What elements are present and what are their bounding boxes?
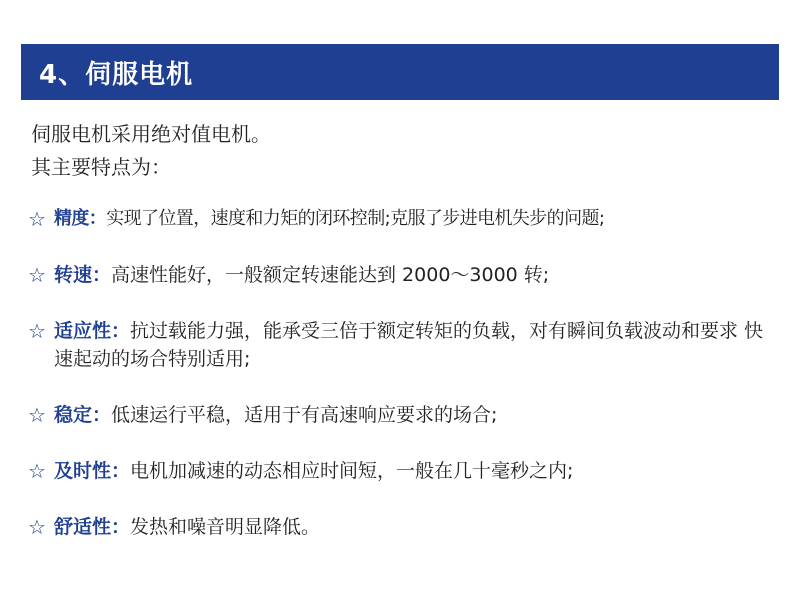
- feature-label: 及时性：: [54, 460, 131, 482]
- feature-label: 舒适性：: [54, 516, 131, 538]
- feature-description: 低速运行平稳，适用于有高速响应要求的场合;: [111, 404, 498, 426]
- intro-line-1: 伺服电机采用绝对值电机。: [31, 122, 271, 146]
- section-title: 4、伺服电机: [39, 59, 194, 90]
- feature-description: 抗过载能力强，能承受三倍于额定转矩的负载，对有瞬间负载波动和要求 快速起动的场合特别适用;: [54, 320, 764, 370]
- feature-label: 适应性：: [54, 320, 131, 342]
- feature-item-comfort: [28, 513, 778, 541]
- feature-description: 发热和噪音明显降低。: [130, 516, 321, 538]
- star-icon: ☆: [28, 207, 46, 231]
- feature-text: [54, 205, 778, 233]
- feature-text: [54, 457, 778, 485]
- feature-item-stability: [28, 401, 778, 429]
- feature-label: 转速：: [54, 264, 112, 286]
- star-icon: ☆: [28, 319, 46, 343]
- star-icon: ☆: [28, 263, 46, 287]
- star-icon: ☆: [28, 403, 46, 427]
- feature-description: 电机加减速的动态相应时间短，一般在几十毫秒之内;: [130, 460, 574, 482]
- feature-label: 稳定：: [54, 404, 112, 426]
- feature-item-adaptability: [28, 317, 778, 373]
- feature-item-precision: [28, 205, 778, 233]
- section-header: [21, 44, 779, 100]
- star-icon: ☆: [28, 515, 46, 539]
- intro-paragraph: [31, 118, 771, 184]
- feature-text: [54, 513, 778, 541]
- feature-description: 实现了位置，速度和力矩的闭环控制;克服了步进电机失步的问题;: [106, 208, 605, 229]
- feature-item-timeliness: [28, 457, 778, 485]
- intro-line-2: 其主要特点为：: [31, 155, 171, 179]
- feature-text: [54, 317, 778, 373]
- feature-description: 高速性能好，一般额定转速能达到 2000～3000 转;: [111, 264, 550, 286]
- feature-text: [54, 261, 778, 289]
- feature-item-speed: [28, 261, 778, 289]
- feature-list: [28, 205, 778, 569]
- star-icon: ☆: [28, 459, 46, 483]
- feature-label: 精度：: [54, 208, 107, 229]
- feature-text: [54, 401, 778, 429]
